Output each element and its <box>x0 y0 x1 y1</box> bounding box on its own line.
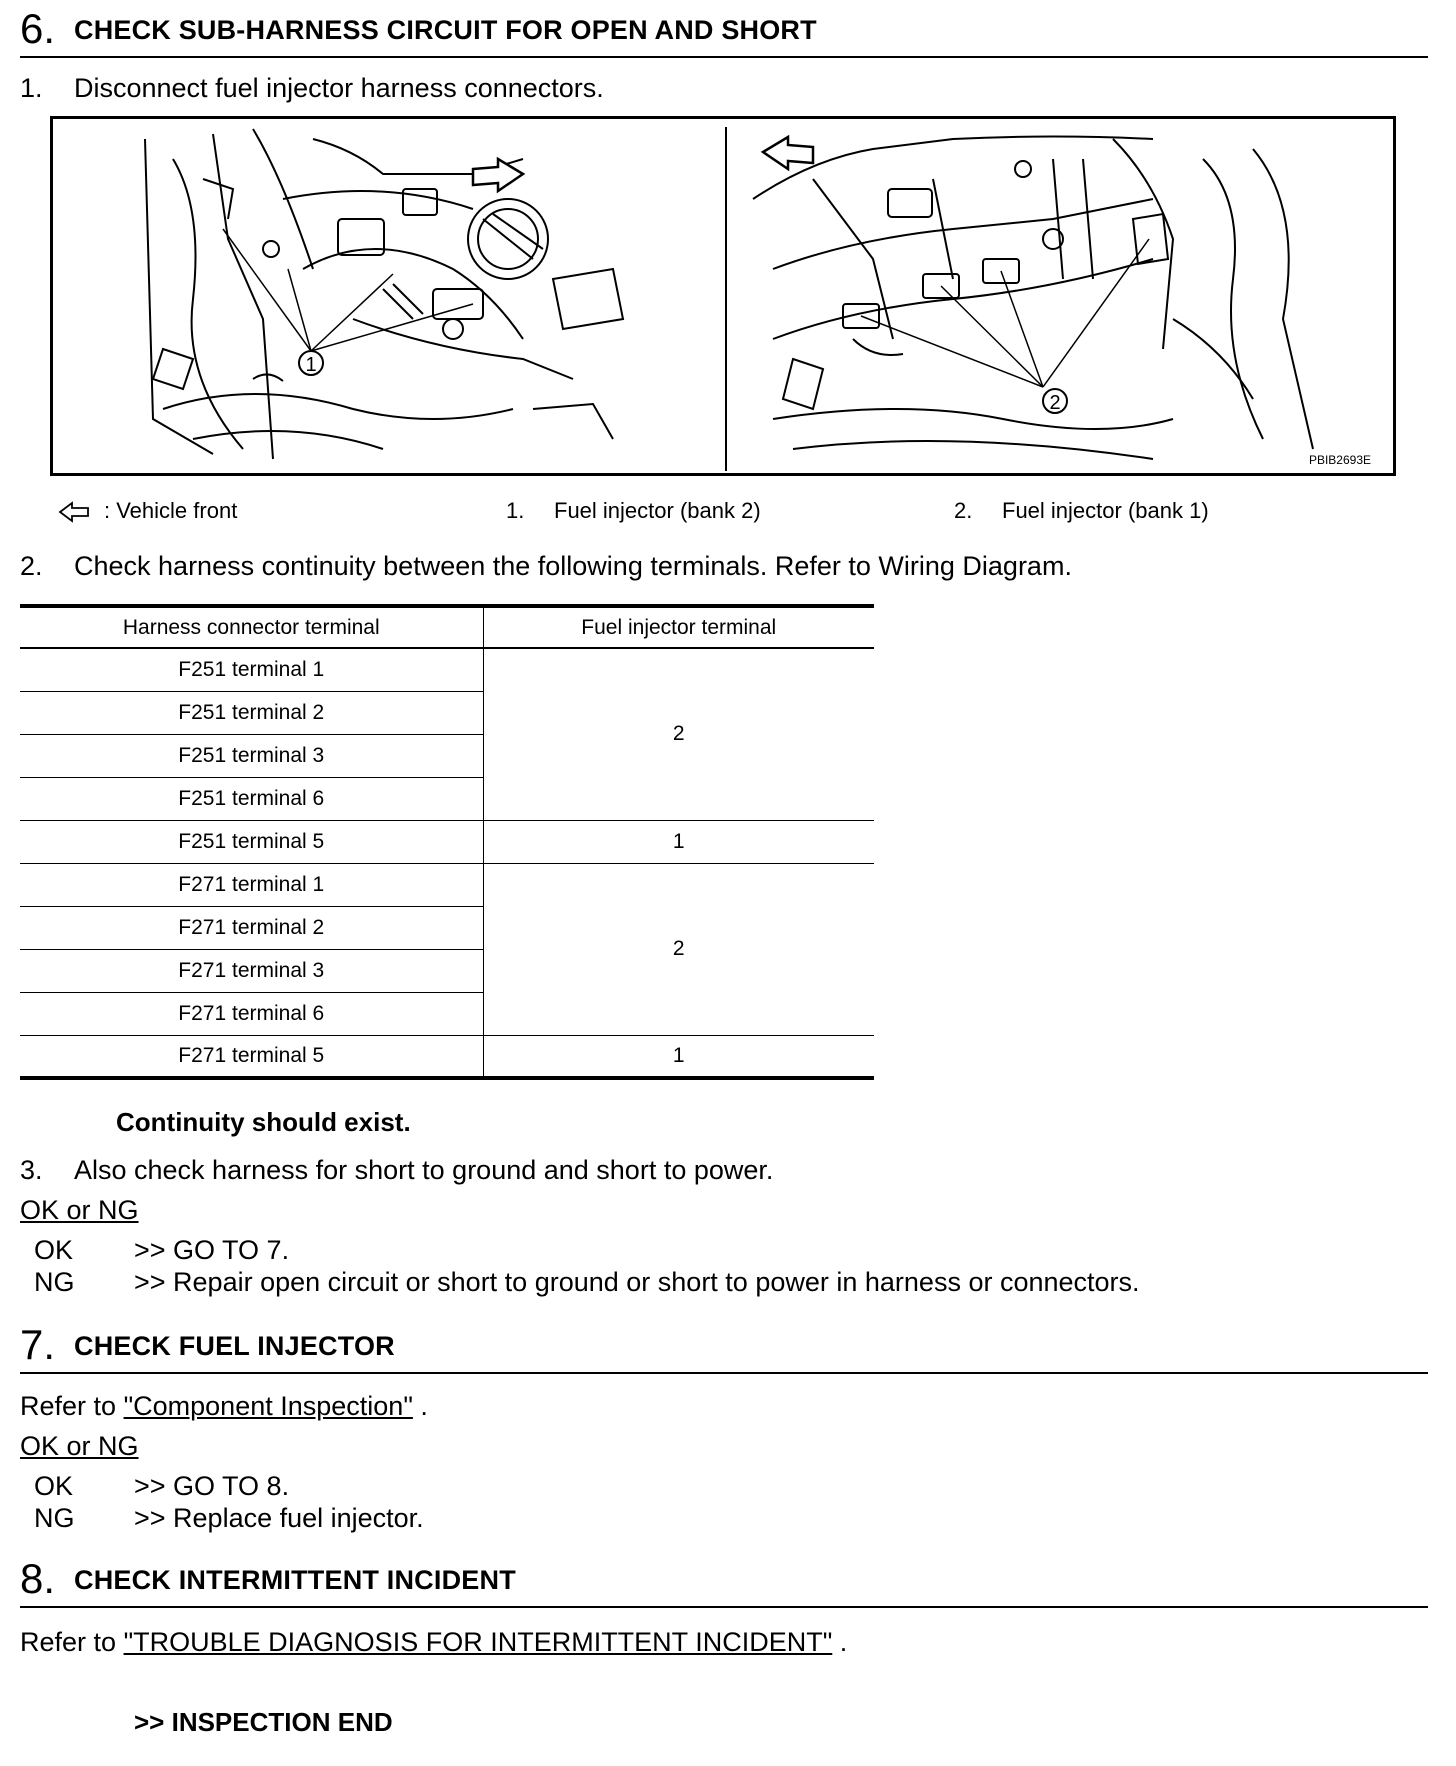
refer-suffix: . <box>420 1391 428 1421</box>
table-cell: F251 terminal 3 <box>20 734 483 777</box>
vehicle-front-arrow-icon <box>58 500 92 524</box>
table-row <box>20 820 874 863</box>
ng-result: >> Repair open circuit or short to ground or short to power in harness or connectors. <box>134 1267 1140 1297</box>
column-header: Harness connector terminal <box>20 606 483 648</box>
ok-or-ng-label: OK or NG <box>20 1431 139 1461</box>
specification-text: Continuity should exist. <box>116 1107 411 1137</box>
table-row <box>20 648 874 691</box>
ng-result: >> Replace fuel injector. <box>134 1503 424 1533</box>
callout-1: 1 <box>305 354 317 376</box>
table-cell: 1 <box>483 820 874 863</box>
refer-line <box>20 1626 847 1658</box>
table-cell: 2 <box>483 648 874 820</box>
table-cell: F271 terminal 3 <box>20 949 483 992</box>
intermittent-incident-link[interactable]: "TROUBLE DIAGNOSIS FOR INTERMITTENT INCIDENT" <box>123 1627 833 1657</box>
inspection-end: >> INSPECTION END <box>134 1707 393 1737</box>
table-cell: 1 <box>483 1035 874 1078</box>
engine-drawing <box>53 119 1396 476</box>
table-header-row <box>20 606 874 648</box>
instruction-text: Check harness continuity between the following terminals. Refer to Wiring Diagram. <box>74 551 1072 581</box>
table-row <box>20 1035 874 1078</box>
table-row <box>20 863 874 906</box>
refer-suffix: . <box>839 1627 848 1657</box>
component-inspection-link[interactable]: "Component Inspection" <box>123 1391 413 1421</box>
table-cell: F251 terminal 1 <box>20 648 483 691</box>
table-cell: F271 terminal 6 <box>20 992 483 1035</box>
table-cell: F271 terminal 5 <box>20 1035 483 1078</box>
item-number: 2. <box>20 551 43 581</box>
step-8-header <box>20 1555 1428 1608</box>
callout-2: 2 <box>1049 392 1061 414</box>
figure-code: PBIB2693E <box>1308 453 1371 467</box>
ok-result: >> GO TO 8. <box>134 1471 290 1501</box>
step-6-header <box>20 5 1428 58</box>
continuity-table <box>20 604 874 1080</box>
refer-prefix: Refer to <box>20 1391 117 1421</box>
step-7-header <box>20 1321 1428 1374</box>
step-title: CHECK SUB-HARNESS CIRCUIT FOR OPEN AND SHORT <box>74 15 817 45</box>
step-title: CHECK FUEL INJECTOR <box>74 1331 395 1361</box>
ok-key: OK <box>34 1235 74 1265</box>
engine-illustration <box>50 116 1396 476</box>
table-cell: F271 terminal 2 <box>20 906 483 949</box>
legend-item-number: 2. <box>954 498 973 523</box>
instruction-text: Disconnect fuel injector harness connectors. <box>74 73 604 103</box>
column-header: Fuel injector terminal <box>483 606 874 648</box>
ok-or-ng-label: OK or NG <box>20 1195 139 1225</box>
legend-item-number: 1. <box>506 498 525 523</box>
table-cell: 2 <box>483 863 874 1035</box>
ng-key: NG <box>34 1267 75 1297</box>
legend-vehicle-front: : Vehicle front <box>104 498 238 523</box>
ng-key: NG <box>34 1503 75 1533</box>
step-number: 7. <box>20 1321 56 1368</box>
step-number: 6. <box>20 5 56 52</box>
table-cell: F251 terminal 2 <box>20 691 483 734</box>
table-cell: F251 terminal 6 <box>20 777 483 820</box>
legend-fuel-injector-bank-1: Fuel injector (bank 1) <box>1002 498 1209 523</box>
table-cell: F271 terminal 1 <box>20 863 483 906</box>
refer-line <box>20 1390 428 1422</box>
ok-key: OK <box>34 1471 74 1501</box>
ok-result: >> GO TO 7. <box>134 1235 290 1265</box>
refer-prefix: Refer to <box>20 1627 117 1657</box>
table-cell: F251 terminal 5 <box>20 820 483 863</box>
step-title: CHECK INTERMITTENT INCIDENT <box>74 1565 516 1595</box>
instruction-text: Also check harness for short to ground and short to power. <box>74 1155 774 1185</box>
step-number: 8. <box>20 1555 56 1602</box>
item-number: 3. <box>20 1155 43 1185</box>
item-number: 1. <box>20 73 43 103</box>
legend-fuel-injector-bank-2: Fuel injector (bank 2) <box>554 498 761 523</box>
